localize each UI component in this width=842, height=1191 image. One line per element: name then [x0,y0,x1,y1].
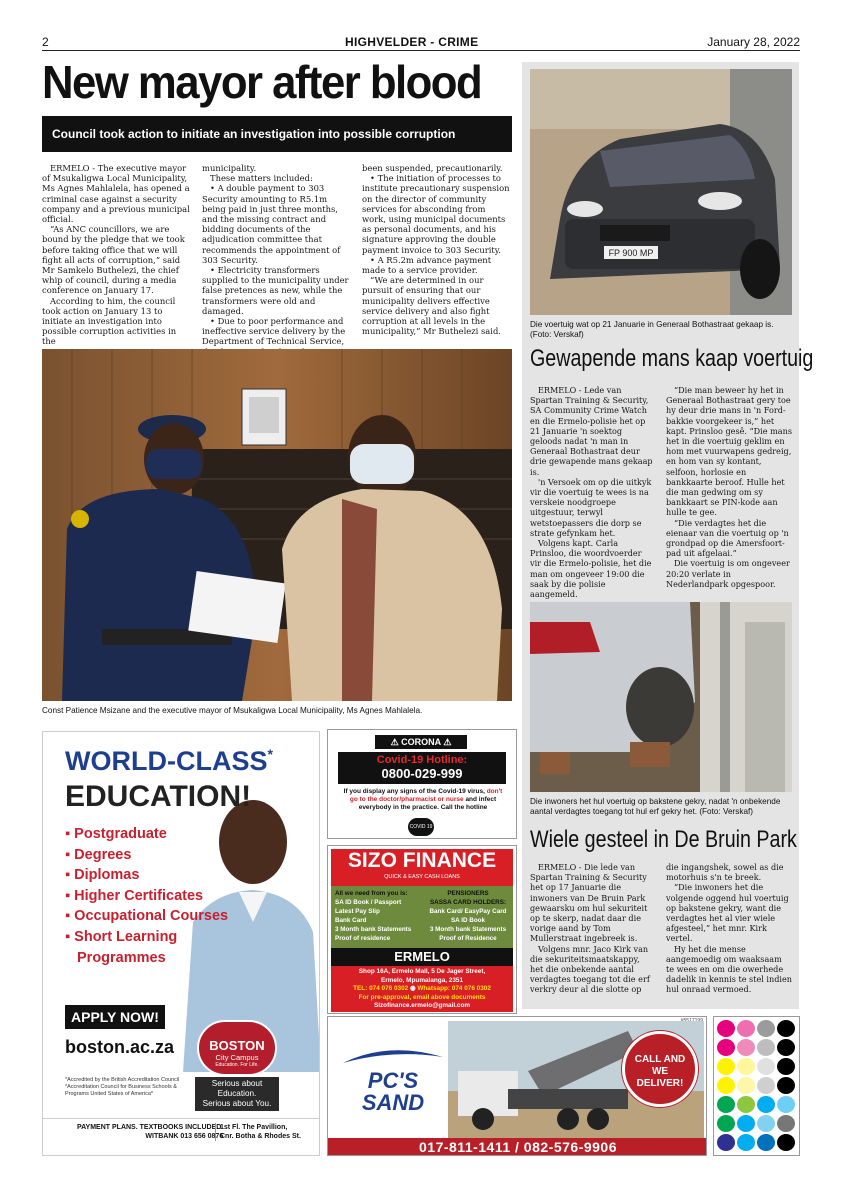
color-swatch [737,1096,755,1113]
paragraph: Volgens mnr. Jaco Kirk van die sekuriteitsmaatskappy, het die onbekende aantal verdagtes toegang tot die erf verkry deur al die slotte op [530,943,650,995]
main-col-1 [42,163,190,347]
ad-boston-badge-sub: City Campus [215,1053,259,1062]
story3-col-1 [530,862,654,995]
ad-pcs-brand2: SAND [361,1090,425,1115]
photo-illustration [530,69,792,315]
story2-col-1 [530,385,654,599]
ad-sizo-contact: Shop 16A, Ermelo Mall, 5 De Jager Street, Ermelo, Mpumalanga, 2351 TEL: 074 076 0302 ◉ Whatsapp: 074 076 0302 For pre-approval, email above documents Sizofinance.ermelo@gmail.com [331,966,513,1012]
ad-boston[interactable] [42,731,320,1156]
paragraph: • Electricity transformers supplied to the municipality under false pretences as new, while the transformers were old and damaged. [202,265,349,316]
color-swatch [757,1096,775,1113]
ad-boston-title-mark: * [267,746,273,762]
color-swatch [737,1134,755,1151]
story2-photo-caption: Die voertuig wat op 21 Januarie in Generaal Bothastraat gekaap is. (Foto: Verskaf) [530,320,774,339]
paragraph: • A R5.2m advance payment made to a service provider. [362,254,492,276]
color-swatch [757,1039,775,1056]
ad-sizo-tagline: QUICK & EASY CASH LOANS [384,874,460,880]
paragraph: Volgens kapt. Carla Prinsloo, die woordvoerder vir die Ermelo-polisie, het die man om ongeveer 19:00 die saak by die polisie aangemeld. [530,538,652,600]
color-swatch [737,1020,755,1037]
color-swatch [737,1077,755,1094]
ad-boston-footer-right: 1st Fl. The Pavillion, Cnr. Botha & Rhodes St. [215,1123,301,1141]
paragraph: Hy het die mense aangemoedig om waaksaam te wees en om die owerhede dadelik in kennis te stel indien hul onraad vermoed. [666,943,792,995]
ad-boston-title1: WORLD-CLASS [65,746,268,776]
license-plate: FP 900 MP [608,248,654,258]
ad-sizo-right-list: PENSIONERS SASSA CARD HOLDERS: Bank Card/ EasyPay Card SA ID Book 3 Month bank Statements Proof of Residence [429,890,507,942]
section-label: HIGHVELDER - CRIME [345,35,479,49]
paragraph: According to him, the council took action on January 13 to initiate an investigation into possible corruption activities in the [42,295,177,347]
ad-sizo [327,845,517,1014]
color-swatch [717,1096,735,1113]
ad-boston-slogan1: Serious about Education. [211,1079,263,1098]
color-swatch [717,1115,735,1132]
color-swatch [717,1020,735,1037]
color-swatch [737,1039,755,1056]
story3-headline: Wiele gesteel in De Bruin Park [530,826,797,853]
paragraph: “We are determined in our pursuit of ensuring that our municipality delivers effective service delivery and also fight corruption at all levels in the municipality,” Mr Buthelezi said. [362,275,501,337]
main-col-2 [202,163,350,367]
paragraph: been suspended, precautionarily. [362,163,503,173]
ad-boston-footer-left: PAYMENT PLANS. TEXTBOOKS INCLUDED. WITBANK 013 656 0876 [77,1124,224,1140]
color-swatch [717,1077,735,1094]
ad-sizo-title: SIZO FINANCE [347,849,497,872]
ad-sizo-header [331,849,513,886]
color-swatch [717,1039,735,1056]
ad-sizo-town-bar [331,948,513,966]
paragraph: ERMELO - The executive mayor of Msukaligwa Local Municipality, Ms Agnes Mahlalela, has opened a criminal case against a security company and a previous municipal official. [42,163,190,225]
ad-boston-title2: EDUCATION! [65,780,252,813]
ad-boston-list [65,824,228,968]
color-registration-bar [713,1016,800,1156]
ad-boston-badge [197,1020,277,1076]
color-swatch [777,1020,795,1037]
color-swatch [777,1115,795,1132]
ad-pcs-sand [327,1016,707,1156]
paragraph: die ingangshek, sowel as die motorhuis s'n te breek. [666,862,784,883]
ad-corona-badge: ⚠ CORONA ⚠ [375,735,467,749]
page-number: 2 [42,35,49,49]
paragraph: • A double payment to 303 Security amounting to R5.1m being paid in just three months, and the missing contract and bidding documents of the adjudication committee that recommends the appointment of 303 Security. [202,183,341,265]
ad-boston-slogan-box [195,1077,279,1111]
paragraph: “Die verdagtes het die eienaar van die voertuig op 'n grondpad op die Amersfoort-pad uit afgelaai.” [666,517,789,559]
story2-headline: Gewapende mans kaap voertuig [530,345,814,372]
color-swatch [777,1039,795,1056]
ad-pcs-phones[interactable]: 017-811-1411 / 082-576-9906 [419,1139,617,1155]
ad-sizo-town: ERMELO [394,949,450,964]
list-item: ▪ Postgraduate [65,826,167,842]
ad-boston-footer [43,1118,320,1156]
color-swatch [737,1115,755,1132]
list-item: ▪ Diplomas [65,867,140,884]
paragraph: Die voertuig is om ongeveer 20:20 verlate in Nederlandpark opgespoor. [666,558,790,589]
color-swatch [757,1115,775,1132]
ad-pcs-logo [338,1045,448,1117]
color-swatch [777,1058,795,1075]
main-col-3 [362,163,512,336]
paragraph: ERMELO - Die lede van Spartan Training & Security het op 17 Januarie die inwoners van De Bruin Park gewaarsku om hul sekuriteit op te skerp, nadat daar die vorige aand by Tom Mullerstraat ingebreek is. [530,862,648,944]
ad-sizo-left-list: All we need from you is: SA ID Book / Passport Latest Pay Slip Bank Card 3 Month bank Statements Proof of residence [335,890,412,942]
color-swatch [717,1058,735,1075]
story3-photo [530,602,792,792]
whatsapp-icon: ◉ [409,985,416,993]
list-item: ▪ Higher Certificates [65,887,204,904]
main-headline: New mayor after blood [42,56,482,108]
paragraph: These matters included: [210,173,313,184]
color-swatch [757,1020,775,1037]
paragraph: 'n Versoek om op die uitkyk vir die voertuig te wees is na verskeie noodgroepe uitgestuur, terwyl wetstoepassers die dorp se strate gefynkam het. [530,476,652,538]
photo-illustration [530,602,792,792]
main-photo [42,349,512,701]
ad-pcs-brand1: PC'S [367,1068,419,1093]
color-swatch-grid [716,1019,799,1155]
list-item: Programmes [77,949,166,966]
paragraph: “Die inwoners het die volgende oggend hul voertuig op bakstene gekry, want die verdagtes het al vier wiele afgesteel,” het mnr. Kirk vertel. [666,882,789,944]
list-item: ▪ Degrees [65,846,132,863]
swoosh-icon [338,1045,448,1065]
ad-boston-slogan2: Serious about You. [202,1099,272,1108]
story3-photo-caption: Die inwoners het hul voertuig op bakstene gekry, nadat 'n onbekende aantal verdagtes toegang tot hul erf gekry het. (Foto: Verskaf) [530,797,781,816]
story2-col-2 [666,385,792,589]
list-item: ▪ Occupational Courses [65,908,229,925]
color-swatch [717,1134,735,1151]
page-header [42,35,800,51]
color-swatch [757,1077,775,1094]
ad-pcs-badge: CALL AND WE DELIVER! [622,1031,698,1107]
story3-col-2 [666,862,792,995]
paragraph: • Due to poor performance and ineffective service delivery by the Department of Technical Service, [202,316,346,347]
main-subhead: Council took action to initiate an investigation into possible corruption [52,127,456,141]
ad-boston-badge-title: BOSTON [209,1038,265,1053]
color-swatch [777,1077,795,1094]
main-subhead-bar [42,116,512,152]
issue-date: January 28, 2022 [707,35,800,49]
ad-boston-badge-sub2: Education. For Life. [215,1062,259,1068]
ad-boston-accreditation: *Accredited by the British Accreditation Council *Accreditation Council for Business Schools & Programs United States of America* [65,1077,180,1097]
main-photo-caption: Const Patience Msizane and the executive mayor of Msukaligwa Local Municipality, Ms Agnes Mahlalela. [42,706,423,715]
ad-corona-text: If you display any signs of the Covid-19 virus, don't go to the doctor/pharmacist or nurse and infect everybody in the practice. Call the hotline [343,788,503,811]
ad-corona-hotline-box [338,752,506,784]
paragraph: • The initiation of processes to institute precautionary suspension on the director of community services for absconding from work, using municipal documents as personal documents, and his signature approving the double payment invoice to 303 Security. [362,173,510,255]
ad-boston-url[interactable]: boston.ac.za [65,1037,175,1057]
ad-corona [327,729,517,839]
color-swatch [737,1058,755,1075]
story2-photo [530,69,792,315]
color-swatch [757,1058,775,1075]
ad-boston-apply-button[interactable]: APPLY NOW! [65,1005,165,1029]
ad-pcs-phone-bar [328,1138,707,1156]
paragraph: “As ANC councillors, we are bound by the pledge that we took before taking office that we will fight all acts of corruption,” said Mr Samkelo Buthelezi, the chief whip of council, during a media conference on January 17. [42,224,185,296]
color-swatch [777,1134,795,1151]
paragraph: municipality. [202,163,257,173]
paragraph: “Die man beweer hy het in Generaal Bothastraat gery toe hy deur drie mans in 'n Ford-bakkie voorgekeer is,” het kapt. Prinsloo gesê. “Die mans het in die voertuig geklim en hom met vuurwapens gedreig, en hom van sy kontant, selfoon, horlosie en bankkaarte beroof. Hulle het die man gedwing om sy bankkaart se PIN-kode aan hulle te gee. [666,385,792,518]
ad-sizo-requirements [331,886,513,948]
color-swatch [777,1096,795,1113]
ad-corona-hotline-title: Covid-19 Hotline: [376,754,468,766]
color-swatch [757,1134,775,1151]
photo-illustration [42,349,512,701]
ad-corona-hotline-number: 0800-029-999 [381,766,463,781]
list-item: ▪ Short Learning [65,928,178,945]
paragraph: ERMELO - Lede van Spartan Training & Security, SA Community Crime Watch en die Ermelo-polisie het op 21 Januarie 'n soektog geloods nadat 'n man in Generaal Bothastraat deur drie gewapende mans gekaap is. [530,385,653,477]
ad-corona-logo: COVID 19 [408,818,434,836]
